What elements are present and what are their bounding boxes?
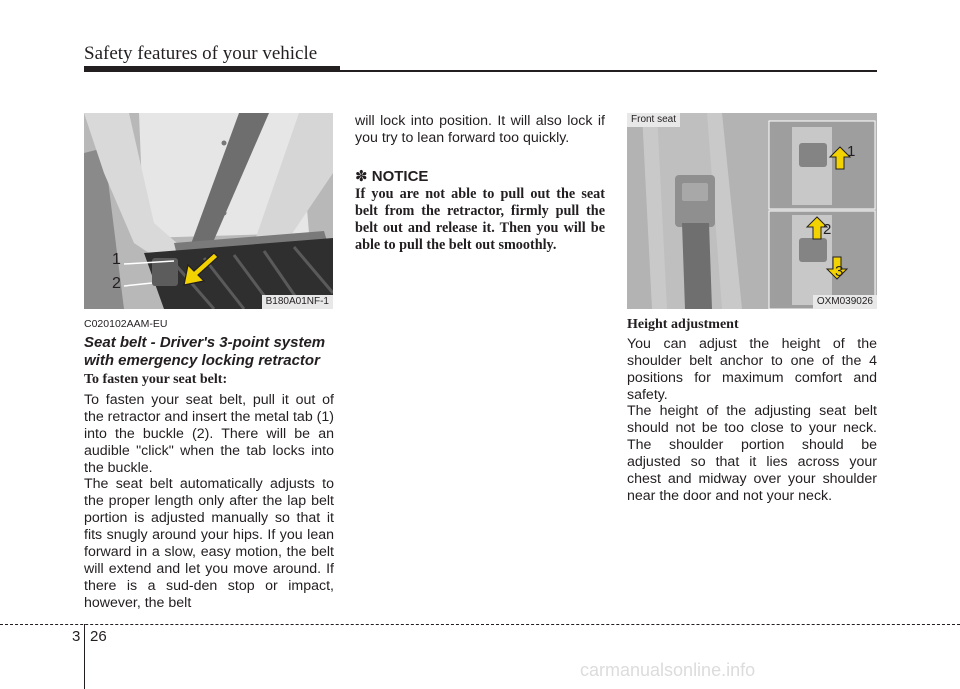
watermark: carmanualsonline.info [580, 660, 756, 680]
paragraph-lock-continued: will lock into position. It will also lock if you try to lean forward too quickly. [355, 113, 605, 146]
paragraph-fasten: To fasten your seat belt, pull it out of the retractor and insert the metal tab (1) into the buckle (2). There will be an audible "click" when the tab locks into the buckle. [84, 392, 334, 476]
document-code: C020102AAM-EU [84, 318, 168, 330]
height-adjustment-figure [627, 113, 877, 309]
paragraph-height-adjust: You can adjust the height of the shoulder belt anchor to one of the 4 positions for maximum comfort and safety. [627, 336, 877, 403]
section-subheading: Seat belt - Driver's 3-point system with emergency locking retractor [84, 334, 326, 369]
footer-vertical-rule [84, 624, 85, 689]
callout-1-label: 1 [112, 251, 121, 268]
header-rule [84, 70, 877, 72]
paragraph-height-guidance: The height of the adjusting seat belt should not be too close to your neck. The shoulder portion should be adjusted so that it lies across your chest and midway over your shoulder near the door and not your neck. [627, 403, 877, 504]
height-adjustment-heading: Height adjustment [627, 317, 739, 332]
paragraph-auto-adjust: The seat belt automatically adjusts to the proper length only after the lap belt portion is adjusted manually so that it fits snugly around your hips. If you lean forward in a slow, easy motion, the belt will extend and let you move around. If there is a sud-den stop or impact, however, the belt [84, 476, 334, 611]
fasten-heading: To fasten your seat belt: [84, 372, 228, 387]
callout-1-label: 1 [847, 143, 856, 160]
figure-label-front-seat: Front seat [627, 113, 680, 127]
page-number: 26 [90, 628, 107, 645]
page-header-title: Safety features of your vehicle [84, 43, 318, 64]
notice-title: ✽ NOTICE [355, 168, 429, 185]
callout-2-label: 2 [112, 275, 121, 292]
callout-3-label: 3 [835, 263, 844, 280]
notice-body: If you are not able to pull out the seat belt from the retractor, firmly pull the belt out and release it. Then you will be able to pull the belt out smoothly. [355, 186, 605, 253]
seat-belt-fastening-figure [84, 113, 333, 309]
callout-2-label: 2 [823, 221, 832, 238]
footer-dashed-rule [0, 624, 960, 625]
figure-caption: OXM039026 [813, 295, 877, 309]
chapter-number: 3 [72, 628, 81, 645]
figure-caption: B180A01NF-1 [262, 295, 333, 309]
